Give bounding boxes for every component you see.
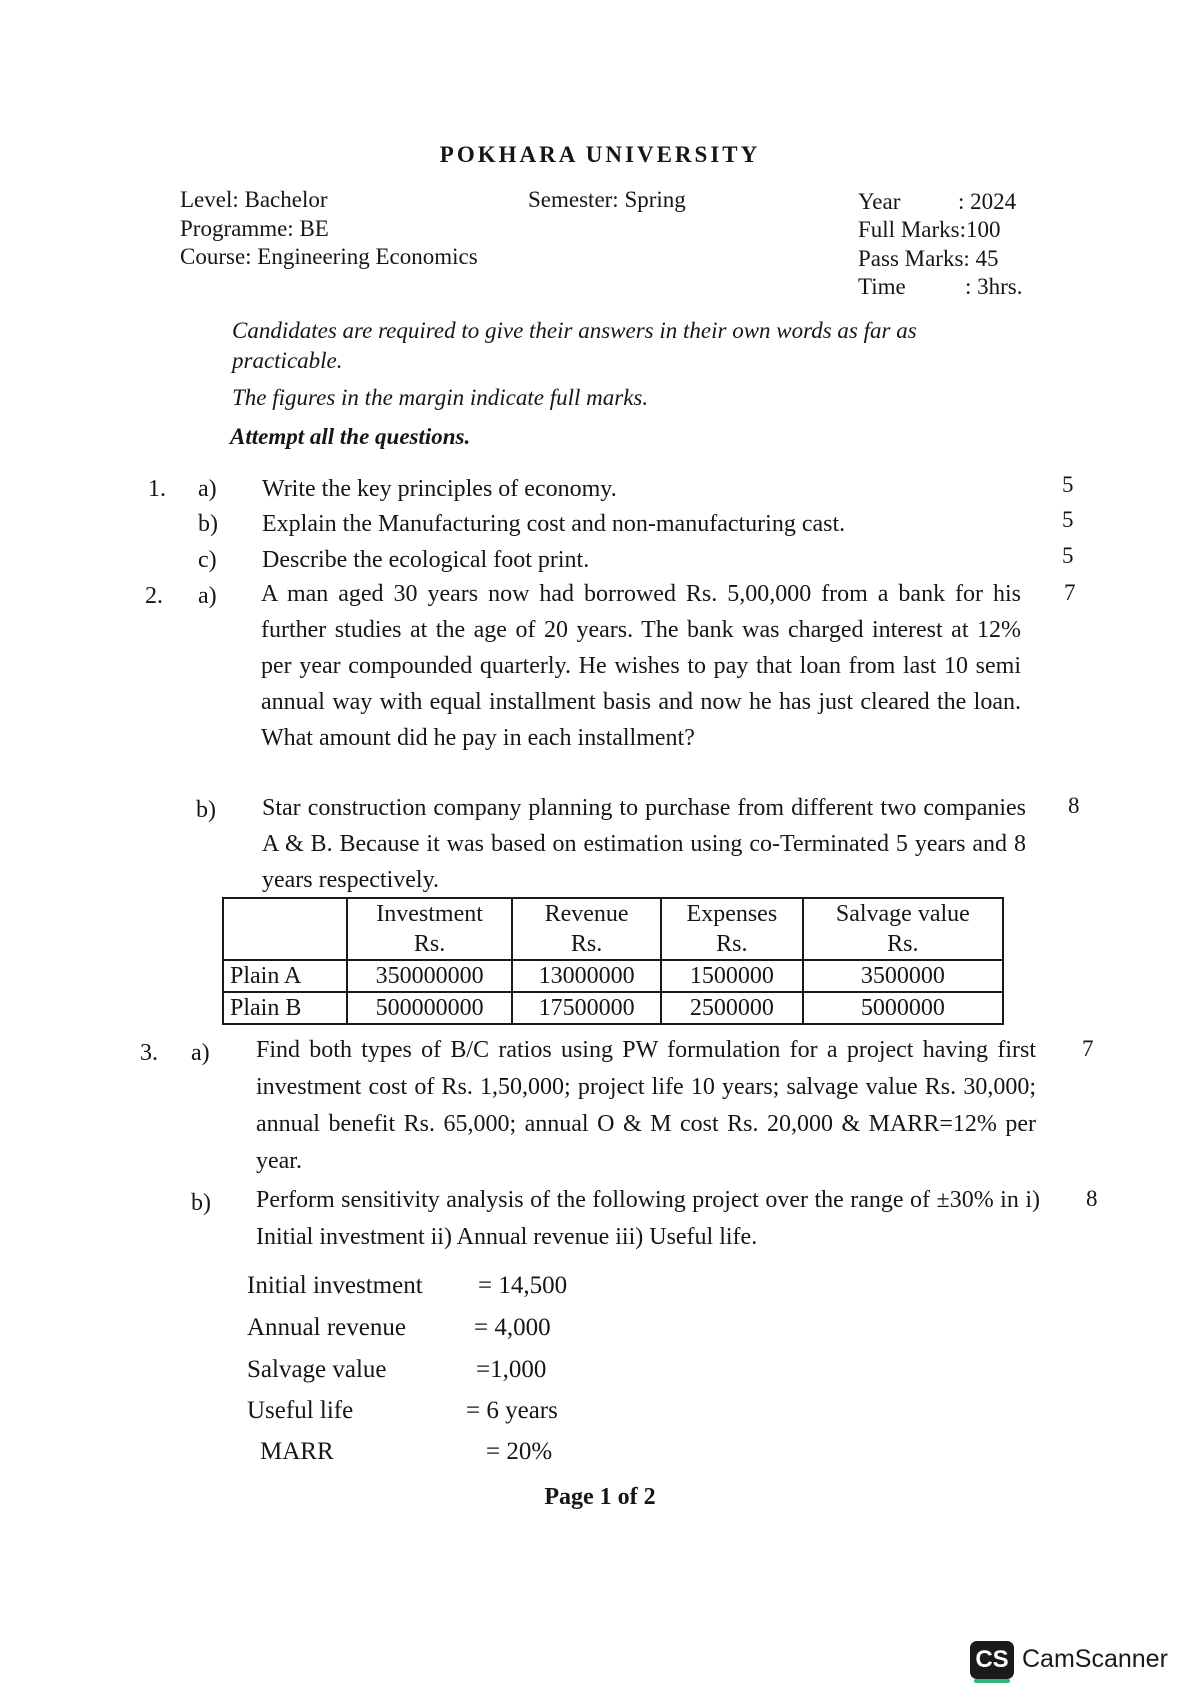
programme-text: Programme: BE bbox=[180, 216, 329, 241]
table-cell-investment: 500000000 bbox=[347, 992, 512, 1024]
course-text: Course: Engineering Economics bbox=[180, 244, 478, 269]
data-label-useful-life: Useful life bbox=[247, 1397, 354, 1424]
question-1c-text: Describe the ecological foot print. bbox=[262, 547, 590, 573]
data-value-salvage-value: =1,000 bbox=[476, 1356, 547, 1383]
table-row bbox=[223, 992, 1003, 1024]
data-value-initial-investment: = 14,500 bbox=[478, 1272, 568, 1299]
question-1b-text: Explain the Manufacturing cost and non-manufacturing cast. bbox=[262, 511, 846, 537]
instruction-own-words: Candidates are required to give their answers in their own words as far as practicable. bbox=[232, 318, 917, 373]
university-title: POKHARA UNIVERSITY bbox=[439, 142, 761, 167]
camscanner-logo-icon: CS bbox=[970, 1641, 1014, 1679]
question-2-number: 2. bbox=[145, 583, 163, 609]
question-3b-text: Perform sensitivity analysis of the following project over the range of ±30% in i) Initial investment ii) Annual revenue iii) Useful life. bbox=[256, 1187, 1040, 1250]
question-2a-label: a) bbox=[198, 583, 217, 609]
question-3b-label: b) bbox=[191, 1190, 211, 1216]
table-header-cell: Investment Rs. bbox=[347, 898, 512, 960]
page-number: Page 1 of 2 bbox=[544, 1484, 656, 1510]
table-corner-cell bbox=[223, 898, 347, 960]
year-value: : 2024 bbox=[958, 189, 1017, 214]
data-value-annual-revenue: = 4,000 bbox=[474, 1314, 551, 1341]
question-1c-label: c) bbox=[198, 547, 217, 573]
question-2b-text: Star construction company planning to purchase from different two companies A & B. Because it was based on estimation using co-Terminated 5 years and 8 years respectively. bbox=[262, 795, 1026, 893]
instruction-attempt-all: Attempt all the questions. bbox=[230, 424, 471, 449]
question-1c-marks: 5 bbox=[1062, 543, 1074, 568]
question-1b-label: b) bbox=[198, 511, 218, 537]
data-label-marr: MARR bbox=[260, 1438, 334, 1465]
table-cell-plan-name: Plain A bbox=[223, 960, 347, 992]
question-3a-marks: 7 bbox=[1082, 1036, 1094, 1061]
question-1a-marks: 5 bbox=[1062, 472, 1074, 497]
camscanner-name: CamScanner bbox=[1022, 1645, 1168, 1673]
semester-text: Semester: Spring bbox=[528, 187, 686, 212]
question-3-number: 3. bbox=[140, 1040, 158, 1066]
table-cell-expenses: 2500000 bbox=[661, 992, 803, 1024]
table-cell-plan-name: Plain B bbox=[223, 992, 347, 1024]
question-3b-marks: 8 bbox=[1086, 1186, 1098, 1211]
table-header-cell: Revenue Rs. bbox=[512, 898, 661, 960]
level-text: Level: Bachelor bbox=[180, 187, 328, 212]
table-header-row bbox=[223, 898, 1003, 960]
question-1b-marks: 5 bbox=[1062, 507, 1074, 532]
time-value: : 3hrs. bbox=[965, 274, 1023, 299]
question-2b-label: b) bbox=[196, 797, 216, 823]
question-1-number: 1. bbox=[148, 476, 166, 502]
time-label: Time bbox=[858, 274, 906, 299]
year-label: Year bbox=[858, 189, 901, 214]
table-cell-salvage: 3500000 bbox=[803, 960, 1003, 992]
question-1a-label: a) bbox=[198, 476, 217, 502]
data-label-annual-revenue: Annual revenue bbox=[247, 1314, 406, 1341]
full-marks-text: Full Marks:100 bbox=[858, 217, 1001, 242]
question-3a-text: Find both types of B/C ratios using PW formulation for a project having first investment cost of Rs. 1,50,000; project life 10 years; salvage value Rs. 30,000; annual benefit Rs. 65,000; annual O & M cost Rs. 20,000 & MARR=12% per year. bbox=[256, 1037, 1036, 1174]
data-value-useful-life: = 6 years bbox=[466, 1397, 558, 1424]
question-3a-label: a) bbox=[191, 1040, 210, 1066]
table-cell-revenue: 17500000 bbox=[512, 992, 661, 1024]
table-row bbox=[223, 960, 1003, 992]
question-2a-text: A man aged 30 years now had borrowed Rs. 5,00,000 from a bank for his further studies at the age of 20 years. The bank was charged interest at 12% per year compounded quarterly. He wishes to pay that loan from last 10 semi annual way with equal installment basis and now he has just cleared the loan. What amount did he pay in each installment? bbox=[261, 581, 1021, 751]
plan-comparison-table bbox=[222, 897, 1004, 1025]
pass-marks-text: Pass Marks: 45 bbox=[858, 246, 999, 271]
table-cell-investment: 350000000 bbox=[347, 960, 512, 992]
question-1a-text: Write the key principles of economy. bbox=[262, 476, 617, 502]
question-2a-marks: 7 bbox=[1064, 580, 1076, 605]
table-header-cell: Expenses Rs. bbox=[661, 898, 803, 960]
table-cell-salvage: 5000000 bbox=[803, 992, 1003, 1024]
data-label-initial-investment: Initial investment bbox=[247, 1272, 423, 1299]
table-header-cell: Salvage value Rs. bbox=[803, 898, 1003, 960]
table-cell-revenue: 13000000 bbox=[512, 960, 661, 992]
question-2b-marks: 8 bbox=[1068, 793, 1080, 818]
data-value-marr: = 20% bbox=[486, 1438, 553, 1465]
instruction-margin-marks: The figures in the margin indicate full marks. bbox=[232, 385, 649, 410]
data-label-salvage-value: Salvage value bbox=[247, 1356, 387, 1383]
table-cell-expenses: 1500000 bbox=[661, 960, 803, 992]
